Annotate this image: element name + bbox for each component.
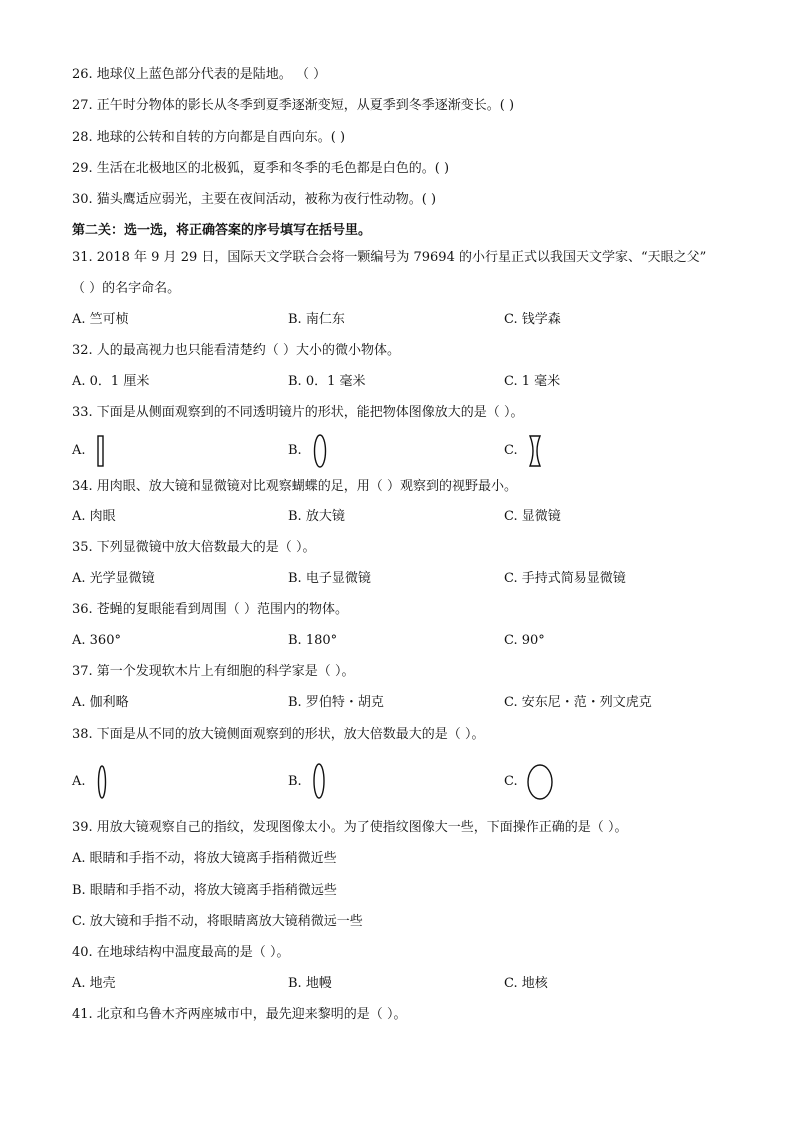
question-39-option-c: C. 放大镜和手指不动，将眼睛离放大镜稍微远一些 [72,914,363,929]
question-29: 29. 生活在北极地区的北极狐，夏季和冬季的毛色都是白色的。( ) [72,161,450,176]
option-c: C. 安东尼・范・列文虎克 [504,695,652,710]
option-a: A. 伽利略 [72,695,129,710]
question-38-options [72,762,732,802]
question-30: 30. 猫头鹰适应弱光，主要在夜间活动，被称为夜行性动物。( ) [72,192,437,207]
option-a: A. 竺可桢 [72,312,129,327]
option-c: C. 1 毫米 [504,374,561,389]
question-26: 26. 地球仪上蓝色部分代表的是陆地。 （ ） [72,67,327,82]
option-a: A. 光学显微镜 [72,571,155,586]
option-b: B. 罗伯特・胡克 [288,695,384,710]
option-a: A. 0．1 厘米 [72,374,150,389]
question-31-line-1: 31. 2018 年 9 月 29 日，国际天文学联合会将一颗编号为 79694 的小行星正式以我国天文学家、“天眼之父” [72,250,707,265]
question-38: 38. 下面是从不同的放大镜侧面观察到的形状，放大倍数最大的是（ ）。 [72,727,485,742]
option-b: B. 0．1 毫米 [288,374,366,389]
question-32-options [72,373,732,391]
option-b: B. 放大镜 [288,509,345,524]
question-39: 39. 用放大镜观察自己的指纹，发现图像太小。为了使指纹图像大一些，下面操作正确的是（ ）。 [72,820,628,835]
option-c: C. 钱学森 [504,312,561,327]
question-27: 27. 正午时分物体的影长从冬季到夏季逐渐变短，从夏季到冬季逐渐变长。( ) [72,98,515,113]
option-a: A. 肉眼 [72,509,116,524]
question-35: 35. 下列显微镜中放大倍数最大的是（ ）。 [72,540,316,555]
question-31-line-2: （ ）的名字命名。 [72,281,181,296]
question-33-options [72,431,732,471]
option-c: C. 手持式简易显微镜 [504,571,626,586]
question-32: 32. 人的最高视力也只能看清楚约（ ）大小的微小物体。 [72,343,400,358]
section-title: 第二关：选一选，将正确答案的序号填写在括号里。 [72,223,372,238]
question-41: 41. 北京和乌鲁木齐两座城市中，最先迎来黎明的是（ ）。 [72,1007,407,1022]
question-35-options [72,570,732,588]
question-36-options [72,632,732,650]
thick-convex-lens-icon [524,762,558,802]
option-b: B. 电子显微镜 [288,571,371,586]
option-label: B. [288,443,302,458]
question-33: 33. 下面是从侧面观察到的不同透明镜片的形状，能把物体图像放大的是（ ）。 [72,405,524,420]
question-40: 40. 在地球结构中温度最高的是（ ）。 [72,945,290,960]
thin-convex-lens-icon [92,762,114,802]
option-label: A. [72,443,86,458]
option-a: A. 360° [72,633,121,648]
question-37-options [72,694,732,712]
convex-lens-icon [308,431,332,471]
option-label: C. [504,443,518,458]
option-b: B. 地幔 [288,976,332,991]
option-label: A. [72,774,86,789]
medium-convex-lens-icon [308,762,332,802]
question-28: 28. 地球的公转和自转的方向都是自西向东。( ) [72,130,346,145]
question-31-options [72,311,732,329]
question-34-options [72,508,732,526]
option-c: C. 地核 [504,976,548,991]
option-c: C. 显微镜 [504,509,561,524]
question-39-option-b: B. 眼睛和手指不动，将放大镜离手指稍微远些 [72,883,337,898]
question-39-option-a: A. 眼睛和手指不动，将放大镜离手指稍微近些 [72,851,337,866]
option-b: B. 180° [288,633,338,648]
question-36: 36. 苍蝇的复眼能看到周围（ ）范围内的物体。 [72,602,348,617]
concave-lens-icon [524,431,548,471]
question-34: 34. 用肉眼、放大镜和显微镜对比观察蝴蝶的足，用（ ）观察到的视野最小。 [72,479,517,494]
option-c: C. 90° [504,633,545,648]
option-label: B. [288,774,302,789]
option-b: B. 南仁东 [288,312,345,327]
question-40-options [72,975,732,993]
flat-glass-plate-icon [92,431,112,471]
question-37: 37. 第一个发现软木片上有细胞的科学家是（ ）。 [72,664,355,679]
option-a: A. 地壳 [72,976,116,991]
option-label: C. [504,774,518,789]
